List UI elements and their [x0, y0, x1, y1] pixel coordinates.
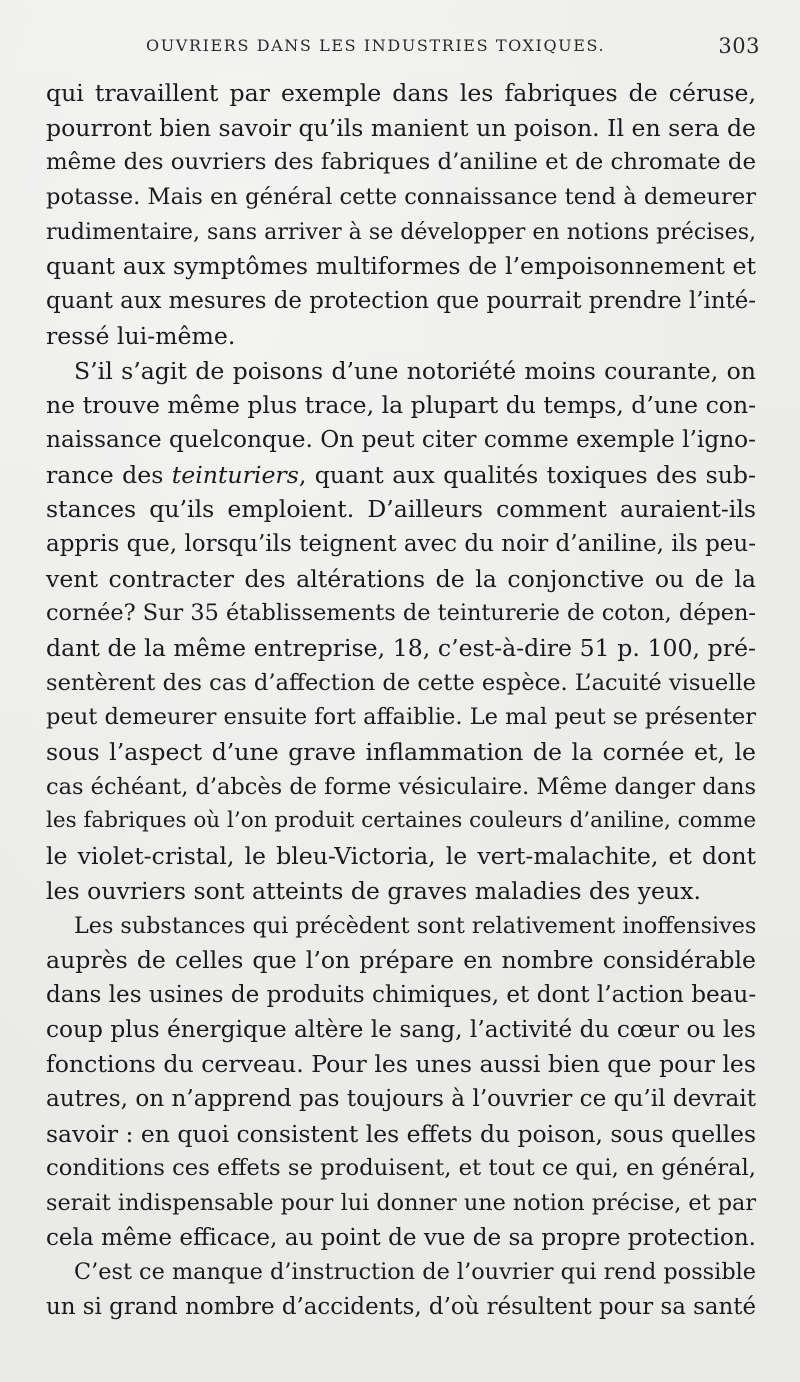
italic-term: teinturiers	[171, 460, 299, 489]
text-line: dans les usines de produits chimiques, et dont l’action beau-	[46, 981, 757, 1008]
text-line: les fabriques où l’on produit certaines couleurs d’aniline, comme	[46, 808, 757, 834]
page-number: 303	[718, 34, 760, 58]
body-text	[46, 76, 756, 1325]
text-line: stances qu’ils emploient. D’ailleurs comment auraient-ils	[46, 495, 756, 524]
running-title: OUVRIERS DANS LES INDUSTRIES TOXIQUES.	[146, 36, 606, 55]
text-line: le violet-cristal, le bleu-Victoria, le vert-malachite, et dont	[46, 842, 756, 871]
text-line: ne trouve même plus trace, la plupart du temps, d’une con-	[46, 391, 757, 420]
text-line: C’est ce manque d’instruction de l’ouvrier qui rend possible	[74, 1259, 757, 1286]
text-line: appris que, lorsqu’ils teignent avec du noir d’aniline, ils peu-	[46, 530, 756, 557]
text-line: quant aux symptômes multiformes de l’empoisonnement et	[46, 252, 756, 281]
text-run: , quant aux qualités toxiques des sub-	[298, 460, 757, 489]
text-line: ressé lui-même.	[46, 321, 236, 350]
text-line: Les substances qui précèdent sont relativement inoffensives	[74, 912, 757, 939]
text-run: rance des	[46, 460, 164, 489]
text-line: S’il s’agit de poisons d’une notoriété moins courante, on	[74, 356, 756, 385]
text-line: pourront bien savoir qu’ils manient un poison. Il en sera de	[46, 113, 756, 142]
text-line: cas échéant, d’abcès de forme vésiculaire. Même danger dans	[46, 773, 756, 800]
text-line: auprès de celles que l’on prépare en nombre considérable	[46, 946, 756, 975]
text-line: même des ouvriers des fabriques d’aniline et de chromate de	[46, 149, 756, 176]
text-line: serait indispensable pour lui donner une notion précise, et par	[46, 1190, 756, 1216]
text-line: autres, on n’apprend pas toujours à l’ouvrier ce qu’il devrait	[46, 1085, 756, 1112]
text-line: vent contracter des altérations de la conjonctive ou de la	[46, 564, 756, 593]
text-line: dant de la même entreprise, 18, c’est-à-dire 51 p. 100, pré-	[46, 634, 756, 662]
page-header	[146, 36, 760, 62]
text-line: rudimentaire, sans arriver à se développer en notions précises,	[46, 218, 757, 245]
text-line: sentèrent des cas d’affection de cette espèce. L’acuité visuelle	[46, 669, 756, 696]
text-line: un si grand nombre d’accidents, d’où résultent pour sa santé	[46, 1294, 757, 1321]
text-line: fonctions du cerveau. Pour les unes aussi bien que pour les	[46, 1050, 756, 1079]
text-line: peut demeurer ensuite fort affaiblie. Le mal peut se présenter	[46, 704, 756, 731]
text-line: cela même efficace, au point de vue de sa propre protection.	[46, 1224, 757, 1251]
text-line: coup plus énergique altère le sang, l’activité du cœur ou les	[46, 1015, 756, 1043]
text-line-mixed	[46, 458, 756, 493]
text-line: quant aux mesures de protection que pourrait prendre l’inté-	[46, 288, 757, 315]
text-line: qui travaillent par exemple dans les fabriques de céruse,	[46, 79, 756, 107]
text-line: conditions ces effets se produisent, et tout ce qui, en général,	[46, 1155, 756, 1182]
text-line: les ouvriers sont atteints de graves maladies des yeux.	[46, 876, 701, 905]
text-line: cornée? Sur 35 établissements de teinturerie de coton, dépen-	[46, 600, 756, 627]
text-line: sous l’aspect d’une grave inflammation de la cornée et, le	[46, 738, 756, 767]
text-line: potasse. Mais en général cette connaissance tend à demeurer	[46, 184, 756, 211]
text-line: naissance quelconque. On peut citer comme exemple l’igno-	[46, 425, 756, 453]
text-line: savoir : en quoi consistent les effets du poison, sous quelles	[46, 1119, 757, 1148]
